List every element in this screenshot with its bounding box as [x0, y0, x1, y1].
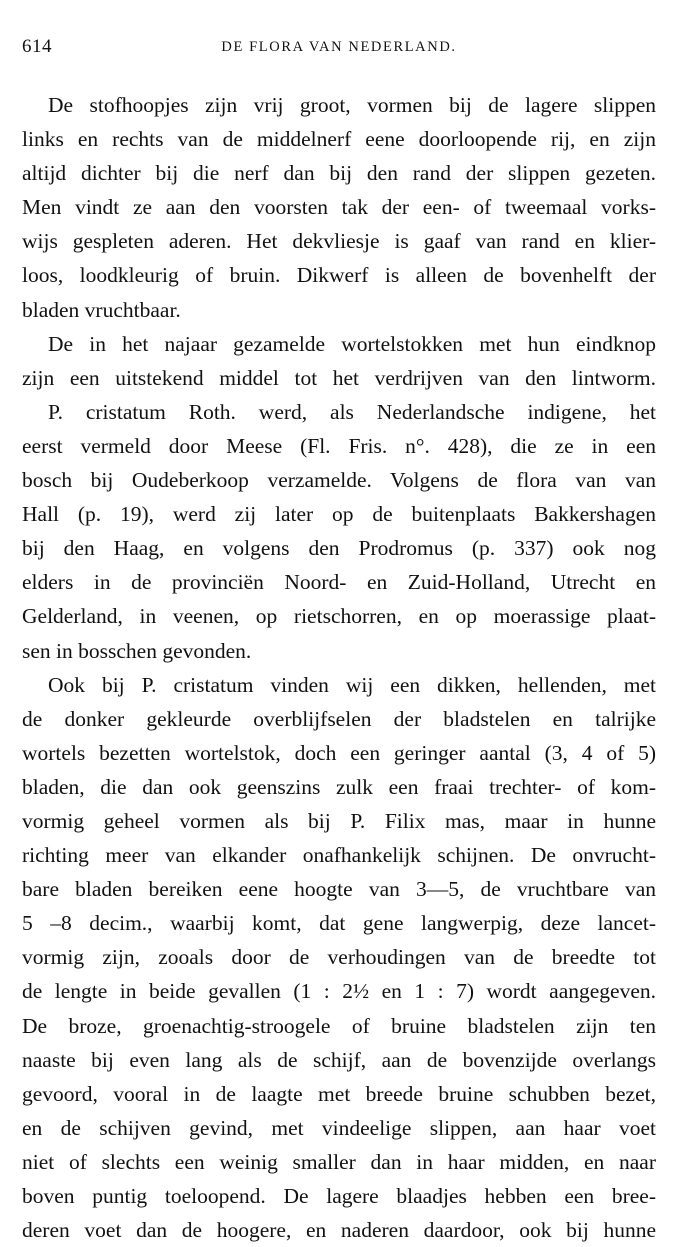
- text-line: richting meer van elkander onafhankelijk schijnen. De onvrucht-: [22, 843, 656, 868]
- running-head: DE FLORA VAN NEDERLAND.: [221, 39, 457, 55]
- text-line: naaste bij even lang als de schijf, aan de bovenzijde overlangs: [22, 1047, 656, 1072]
- text-line: loos, loodkleurig of bruin. Dikwerf is alleen de bovenhelft der: [22, 263, 656, 288]
- text-line: vormig zijn, zooals door de verhoudingen van de breedte tot: [22, 945, 656, 970]
- text-line: Gelderland, in veenen, op rietschorren, en op moerassige plaat-: [22, 604, 656, 629]
- text-line: zijn een uitstekend middel tot het verdrijven van den lintworm.: [22, 365, 656, 390]
- text-line: bladen, die dan ook geenszins zulk een fraai trechter- of kom-: [22, 774, 656, 799]
- text-line: niet of slechts een weinig smaller dan in haar midden, en naar: [22, 1149, 656, 1174]
- paragraph-4: [22, 668, 656, 1247]
- text-line: de donker gekleurde overblijfselen der bladstelen en talrijke: [22, 706, 656, 731]
- text-line: eerst vermeld door Meese (Fl. Fris. n°. 428), die ze in een: [22, 433, 656, 458]
- text-line: De broze, groenachtig-stroogele of bruine bladstelen zijn ten: [22, 1013, 656, 1038]
- text-line: vormig geheel vormen als bij P. Filix mas, maar in hunne: [22, 808, 656, 833]
- text-line: de lengte in beide gevallen (1 : 2½ en 1 : 7) wordt aangegeven.: [22, 979, 656, 1004]
- text-line: deren voet dan de hoogere, en naderen daardoor, ook bij hunne: [22, 1218, 656, 1243]
- text-line: gevoord, vooral in de laagte met breede bruine schubben bezet,: [22, 1081, 656, 1106]
- paragraph-1: [22, 88, 656, 327]
- text-line: en de schijven gevind, met vindeelige slippen, aan haar voet: [22, 1115, 656, 1140]
- text-line: Men vindt ze aan den voorsten tak der een- of tweemaal vorks-: [22, 195, 656, 220]
- paragraph-2: [22, 327, 656, 395]
- text-line: links en rechts van de middelnerf eene doorloopende rij, en zijn: [22, 127, 656, 152]
- text-line: Hall (p. 19), werd zij later op de buitenplaats Bakkershagen: [22, 502, 656, 527]
- page-number: 614: [22, 36, 52, 57]
- text-line: bij den Haag, en volgens den Prodromus (p. 337) ook nog: [22, 536, 656, 561]
- paragraph-3: [22, 395, 656, 668]
- text-line: 5 –8 decim., waarbij komt, dat gene langwerpig, deze lancet-: [22, 911, 656, 936]
- text-line: wijs gespleten aderen. Het dekvliesje is gaaf van rand en klier-: [22, 229, 656, 254]
- text-line: P. cristatum Roth. werd, als Nederlandsche indigene, het: [48, 399, 656, 424]
- text-line: bosch bij Oudeberkoop verzamelde. Volgens de flora van van: [22, 468, 656, 493]
- body-text: [22, 88, 656, 1247]
- page-header: [22, 36, 656, 60]
- text-line: bare bladen bereiken eene hoogte van 3—5, de vruchtbare van: [22, 877, 656, 902]
- text-line: wortels bezetten wortelstok, doch een geringer aantal (3, 4 of 5): [22, 740, 656, 765]
- text-line: Ook bij P. cristatum vinden wij een dikken, hellenden, met: [48, 672, 656, 697]
- text-line: boven puntig toeloopend. De lagere blaadjes hebben een bree-: [22, 1184, 656, 1208]
- text-line: De stofhoopjes zijn vrij groot, vormen bij de lagere slippen: [48, 93, 656, 117]
- text-line: elders in de provinciën Noord- en Zuid-Holland, Utrecht en: [22, 570, 656, 595]
- text-line: altijd dichter bij die nerf dan bij den rand der slippen gezeten.: [22, 161, 656, 186]
- text-line: bladen vruchtbaar.: [22, 297, 181, 322]
- text-line: De in het najaar gezamelde wortelstokken met hun eindknop: [48, 331, 656, 356]
- text-line: sen in bosschen gevonden.: [22, 638, 252, 663]
